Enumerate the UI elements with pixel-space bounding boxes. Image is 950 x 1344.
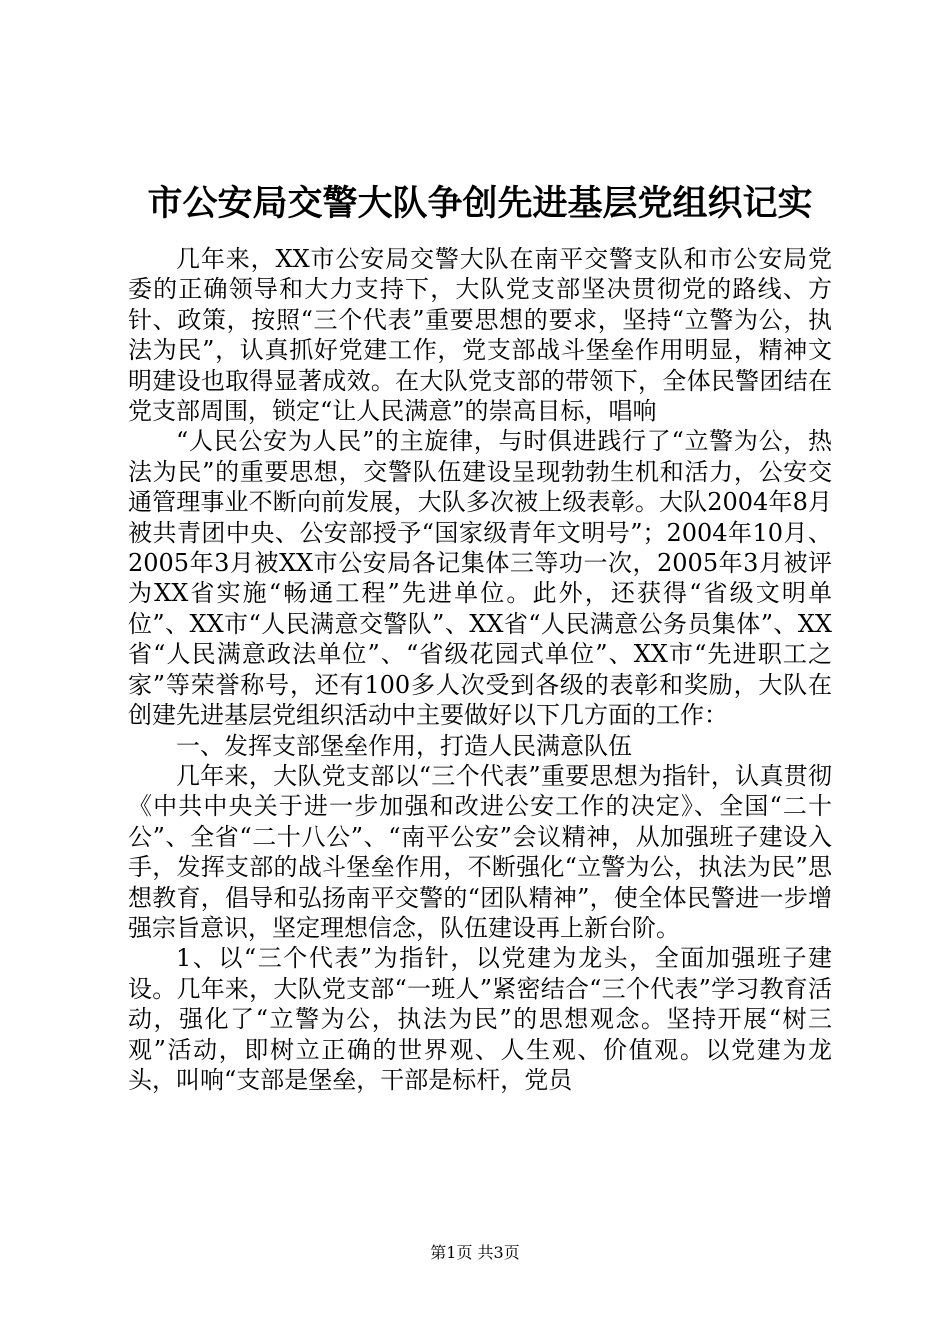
paragraph-intro: 几年来，XX市公安局交警大队在南平交警支队和市公安局党委的正确领导和大力支持下，大队党支部坚决贯彻党的路线、方针、政策，按照“三个代表”重要思想的要求，坚持“立警为公，执法为民”，认真抓好党建工作，党支部战斗堡垒作用明显，精神文明建设也取得显著成效。在大队党支部的带领下，全体民警团结在党支部周围，锁定“让人民满意”的崇高目标，唱响 <box>128 245 832 426</box>
paragraph-section-1: 几年来，大队党支部以“三个代表”重要思想为指针，认真贯彻《中共中央关于进一步加强和改进公安工作的决定》、全国“二十公”、全省“二十八公”、“南平公安”会议精神，从加强班子建设入手，发挥支部的战斗堡垒作用，不断强化“立警为公，执法为民”思想教育，倡导和弘扬南平交警的“团队精神”，使全体民警进一步增强宗旨意识，坚定理想信念，队伍建设再上新台阶。 <box>128 761 832 942</box>
paragraph-honors: “人民公安为人民”的主旋律，与时俱进践行了“立警为公，热法为民”的重要思想，交警队伍建设呈现勃勃生机和活力，公安交通管理事业不断向前发展，大队多次被上级表彰。大队2004年8月被共青团中央、公安部授予“国家级青年文明号”；2004年10月、2005年3月被XX市公安局各记集体三等功一次，2005年3月被评为XX省实施“畅通工程”先进单位。此外，还获得“省级文明单位”、XX市“人民满意交警队”、XX省“人民满意公务员集体”、XX省“人民满意政法单位”、“省级花园式单位”、XX市“先进职工之家”等荣誉称号，还有100多人次受到各级的表彰和奖励，大队在创建先进基层党组织活动中主要做好以下几方面的工作： <box>128 427 832 730</box>
section-heading-1: 一、发挥支部堡垒作用，打造人民满意队伍 <box>176 731 632 760</box>
page-footer: 第1页 共3页 <box>430 1243 520 1262</box>
document-title: 市公安局交警大队争创先进基层党组织记实 <box>147 183 813 224</box>
document-page <box>128 180 832 1095</box>
paragraph-item-1: 1、以“三个代表”为指针，以党建为龙头，全面加强班子建设。几年来，大队党支部“一班人”紧密结合“三个代表”学习教育活动，强化了“立警为公，执法为民”的思想观念。坚持开展“树三观”活动，即树立正确的世界观、人生观、价值观。以党建为龙头，叫响“支部是堡垒，干部是标杆，党员 <box>128 944 832 1094</box>
